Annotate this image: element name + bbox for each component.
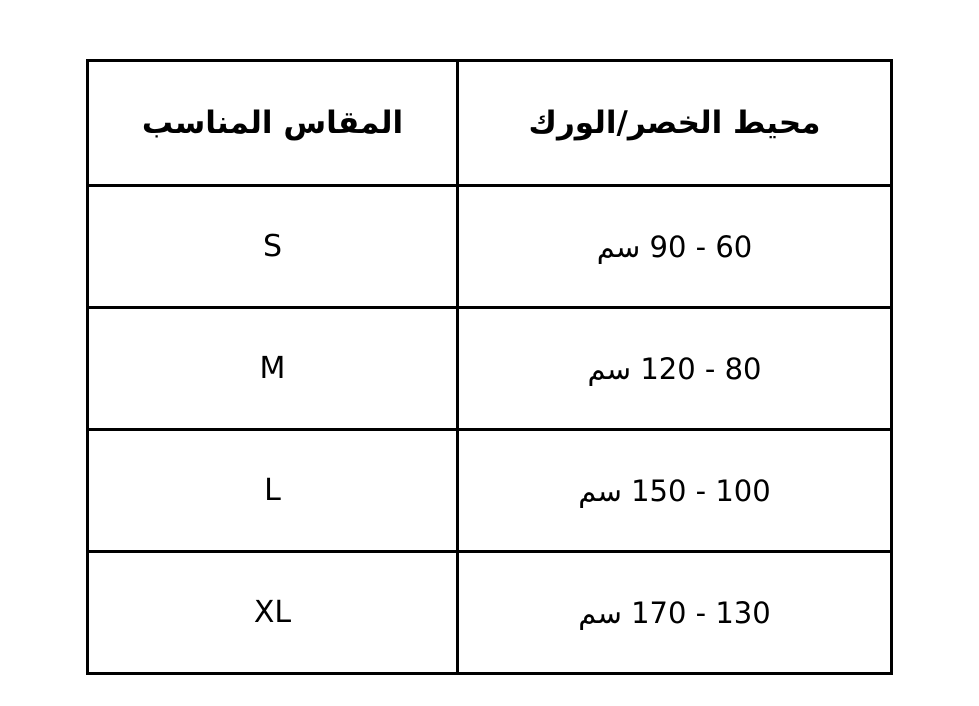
cell-size-label: XL [88,552,458,674]
cell-measurement-range: 130 - 170 سم [458,552,892,674]
column-header-size: المقاس المناسب [88,61,458,186]
cell-size-label: S [88,186,458,308]
cell-measurement-range: 100 - 150 سم [458,430,892,552]
table-body [88,186,892,674]
table-header [88,61,892,186]
table-row [88,186,892,308]
cell-measurement-range: 80 - 120 سم [458,308,892,430]
table-header-row [88,61,892,186]
column-header-measurement: محيط الخصر/الورك [458,61,892,186]
size-chart-table [86,59,893,675]
size-chart-container [89,59,893,675]
cell-size-label: L [88,430,458,552]
table-row [88,308,892,430]
cell-size-label: M [88,308,458,430]
table-row [88,430,892,552]
table-row [88,552,892,674]
cell-measurement-range: 60 - 90 سم [458,186,892,308]
